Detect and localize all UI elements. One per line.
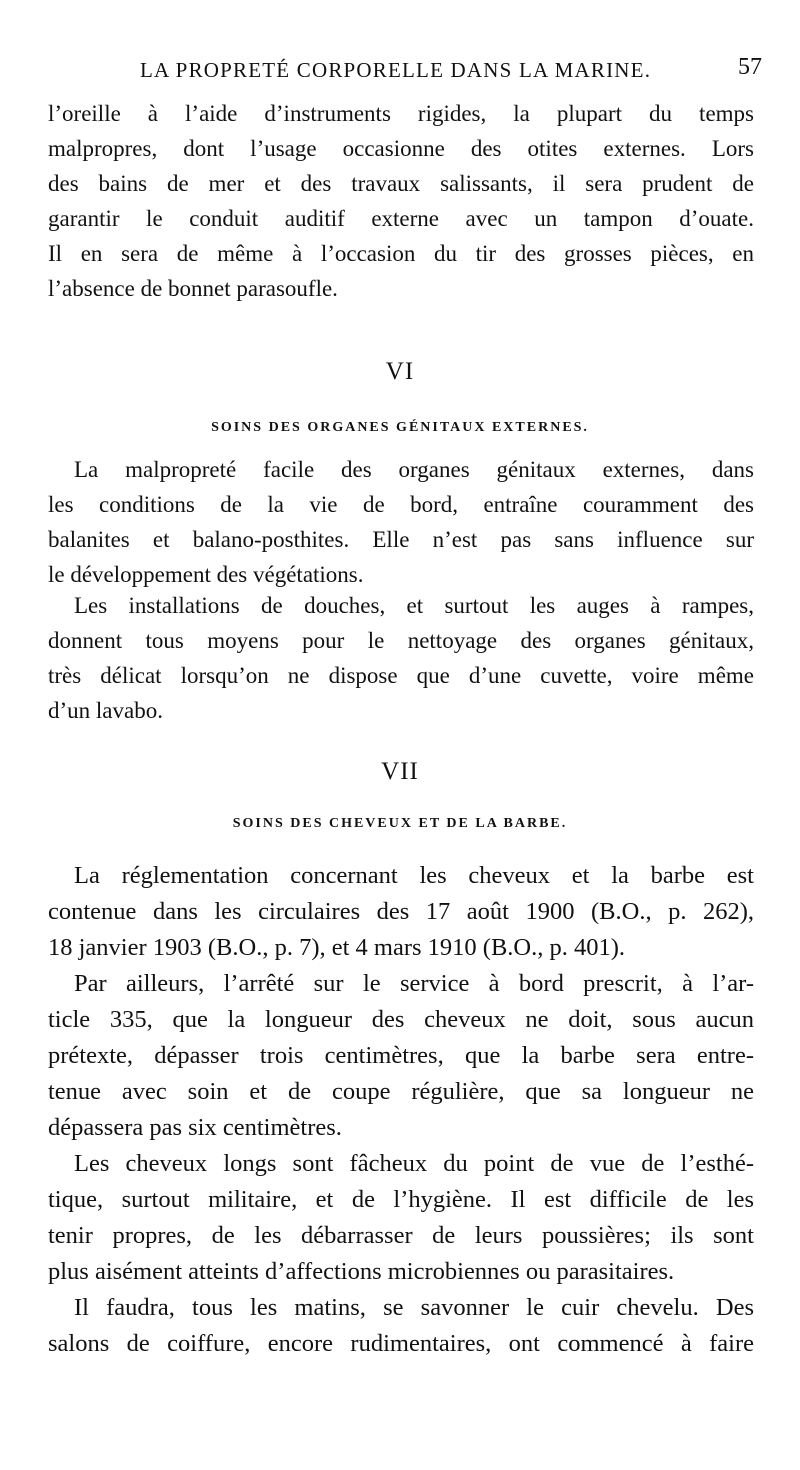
text-line: le développement des végétations. <box>48 562 364 587</box>
section-vii-paragraph-3 <box>48 1146 754 1290</box>
text-line: La malpropreté facile des organes génitaux externes, dans <box>74 457 754 482</box>
section-number-vi: VI <box>385 358 415 385</box>
text-line: plus aisément atteints d’affections microbiennes ou parasitaires. <box>48 1258 675 1285</box>
text-line: salons de coiffure, encore rudimentaires, ont commencé à faire <box>48 1330 754 1357</box>
page-number: 57 <box>738 54 762 80</box>
text-line: garantir le conduit auditif externe avec un tampon d’ouate. <box>48 206 754 231</box>
text-line: Il faudra, tous les matins, se savonner le cuir chevelu. Des <box>74 1294 754 1321</box>
opening-paragraph <box>48 96 754 306</box>
text-line: Les installations de douches, et surtout les auges à rampes, <box>74 593 754 618</box>
text-line: Il en sera de même à l’occasion du tir des grosses pièces, en <box>48 241 754 266</box>
text-line: Par ailleurs, l’arrêté sur le service à bord prescrit, à l’ar- <box>74 970 754 997</box>
text-line: donnent tous moyens pour le nettoyage des organes génitaux, <box>48 628 754 653</box>
text-line: très délicat lorsqu’on ne dispose que d’une cuvette, voire même <box>48 663 754 688</box>
text-line: l’oreille à l’aide d’instruments rigides, la plupart du temps <box>48 101 754 126</box>
text-line: tique, surtout militaire, et de l’hygiène. Il est difficile de les <box>48 1186 754 1213</box>
text-line: ticle 335, que la longueur des cheveux ne doit, sous aucun <box>48 1006 754 1033</box>
running-head <box>48 54 762 90</box>
section-vii-paragraph-1 <box>48 858 754 966</box>
text-line: Les cheveux longs sont fâcheux du point de vue de l’esthé- <box>74 1150 754 1177</box>
text-line: les conditions de la vie de bord, entraîne couramment des <box>48 492 754 517</box>
text-line: balanites et balano-posthites. Elle n’est pas sans influence sur <box>48 527 754 552</box>
section-title-vii: SOINS DES CHEVEUX ET DE LA BARBE. <box>232 816 568 831</box>
section-vii-paragraph-2 <box>48 966 754 1146</box>
text-line: contenue dans les circulaires des 17 août 1900 (B.O., p. 262), <box>48 898 754 925</box>
running-title: LA PROPRETÉ CORPORELLE DANS LA MARINE. <box>140 58 652 82</box>
section-vii-paragraph-4 <box>48 1290 754 1362</box>
text-line: l’absence de bonnet parasoufle. <box>48 276 338 301</box>
text-line: tenue avec soin et de coupe régulière, que sa longueur ne <box>48 1078 754 1105</box>
text-line: La réglementation concernant les cheveux et la barbe est <box>74 862 754 889</box>
text-line: prétexte, dépasser trois centimètres, que la barbe sera entre- <box>48 1042 754 1069</box>
text-line: dépassera pas six centimètres. <box>48 1114 342 1141</box>
section-vi-paragraph-2 <box>48 588 754 728</box>
text-line: malpropres, dont l’usage occasionne des otites externes. Lors <box>48 136 754 161</box>
text-line: d’un lavabo. <box>48 698 163 723</box>
section-number-vii: VII <box>381 758 419 785</box>
section-vi-paragraph-1 <box>48 452 754 592</box>
section-title-vi: SOINS DES ORGANES GÉNITAUX EXTERNES. <box>211 420 589 435</box>
text-line: 18 janvier 1903 (B.O., p. 7), et 4 mars 1910 (B.O., p. 401). <box>48 934 626 961</box>
text-line: des bains de mer et des travaux salissants, il sera prudent de <box>48 171 754 196</box>
text-line: tenir propres, de les débarrasser de leurs poussières; ils sont <box>48 1222 754 1249</box>
